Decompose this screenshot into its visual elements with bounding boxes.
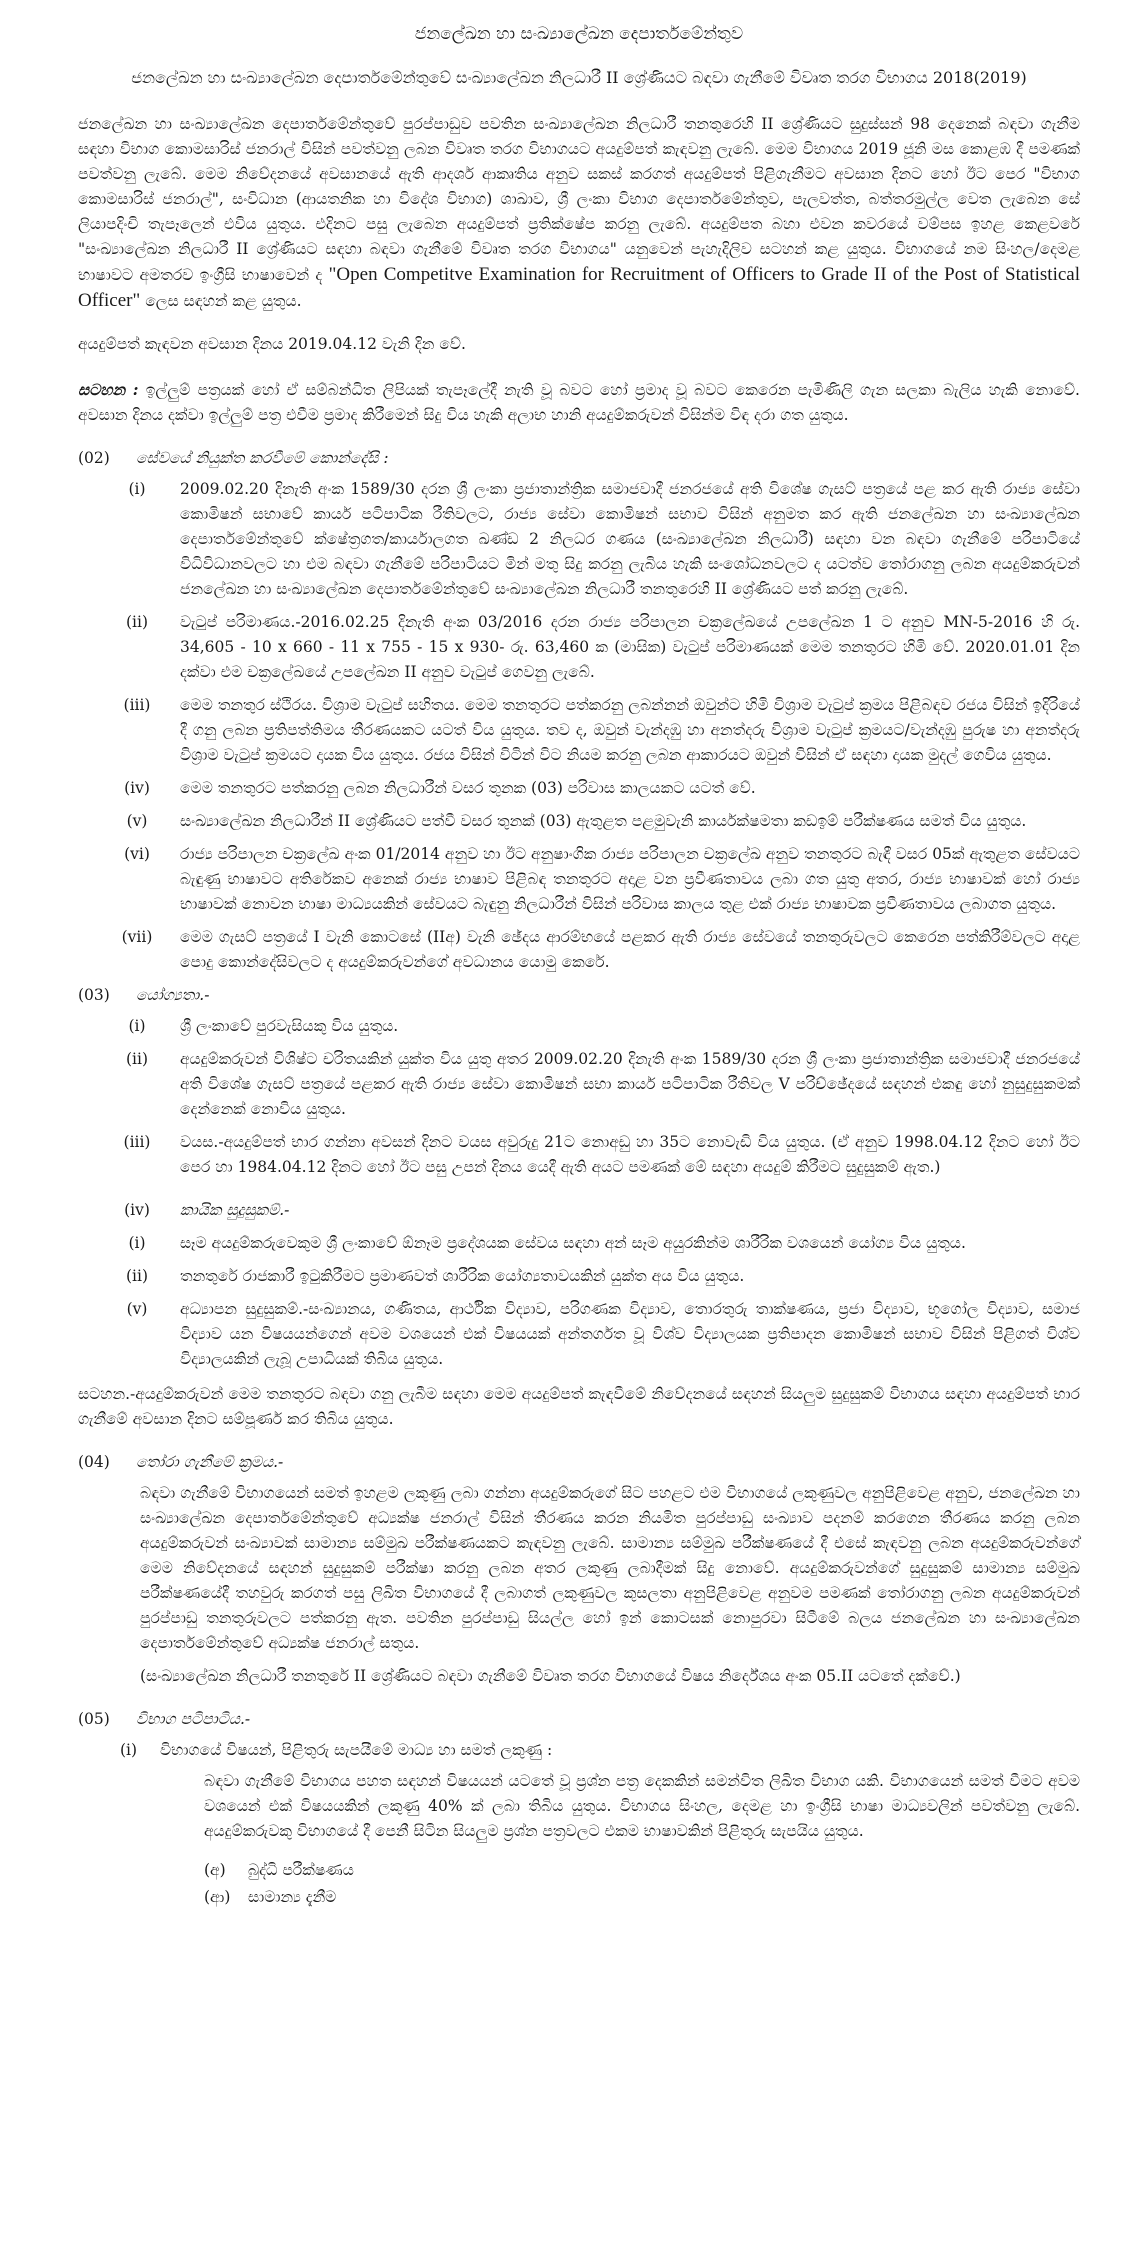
list-item — [78, 1130, 1080, 1180]
item-number: (v) — [126, 1300, 148, 1318]
item-number: (ii) — [125, 1050, 148, 1068]
list-item — [78, 1047, 1080, 1122]
item-number: (i) — [128, 1017, 146, 1035]
list-item — [78, 610, 1080, 685]
item-number: (iv) — [124, 779, 150, 797]
exam-title: ජනලේඛන හා සංඛ්‍යාලේඛන දෙපාර්තමේන්තුවේ සංඛ්‍යාලේඛන නිලධාරී II ශ්‍රේණියට බඳවා ගැනීමේ විවෘත තරග විභාගය 2018(2019) — [131, 68, 1027, 87]
subject-item — [204, 1858, 1080, 1883]
item-number: (iv) — [124, 1201, 150, 1219]
section-label: යෝග්‍යතා.- — [136, 986, 210, 1004]
list-item — [78, 1297, 1080, 1372]
item-number: (i) — [128, 1234, 146, 1252]
intro-english-title: "Open Competitve Examination for Recruitment of Officers to Grade II of the Post of Statistical Officer" — [78, 264, 1080, 311]
item-text: ශ්‍රී ලංකාවේ පුරවැසියකු විය යුතුය. — [180, 1017, 399, 1035]
exam-procedure-text: බඳවා ගැනීමේ විභාගය පහත සඳහන් විෂයයන් යටතේ වූ ප්‍රශ්න පත්‍ර දෙකකින් සමන්විත ලිඛිත විභාග යකි. විභාගයෙන් සමත් වීමට අවම වශයෙන් එක් විෂයයකින් ලකුණු 40% ක් ලබා තිබිය යුතුය. විභාගය සිංහල, දෙමළ හා ඉංග්‍රීසි භාෂා මාධ්‍යවලින් පවත්වනු ලැබේ. අයදුම්කරුවකු විභාගයේ දී පෙනී සිටින සියලුම ප්‍රශ්න පත්‍රවලට එකම භාෂාවකින් පිළිතුරු සැපයිය යුතුය. — [204, 1772, 1080, 1840]
item-text: වයස.-අයදුම්පත් භාර ගන්නා අවසන් දිනට වයස අවුරුදු 21ට නොඅඩු හා 35ට නොවැඩි විය යුතුය. (ඒ අනුව 1998.04.12 දිනට හෝ ඊට පෙර හා 1984.04.12 දිනට හෝ ඊට පසු උපන් දිනය යෙදී ඇති අයට පමණක් මේ සඳහා අයදුම් කිරීමට සුදුසුකම් ඇත.) — [180, 1133, 1080, 1176]
item-number: (iii) — [123, 696, 151, 714]
subject-name: බුද්ධි පරීක්ෂණය — [248, 1861, 354, 1879]
list-item — [78, 925, 1080, 975]
closing-date: අයදුම්පත් කැඳවන අවසාන දිනය 2019.04.12 වැනි දින වේ. — [78, 335, 466, 353]
item-text: වැටුප් පරිමාණය.-2016.02.25 දිනැති අංක 03/2016 දරන රාජ්‍ය පරිපාලන චක්‍රලේඛයේ උපලේඛන 1 ට අනුව MN-5-2016 හි රු. 34,605 - 10 x 660 - 11 x 755 - 15 x 930- රු. 63,460 ක (මාසික) වැටුප් පරිමාණයක් මෙම තනතුරට හිමි වේ. 2020.01.01 දින දක්වා එම චක්‍රලේඛයේ උපලේඛන II අනුව වැටුප් ගෙවනු ලැබේ. — [180, 613, 1080, 681]
item-text: තනතුරේ රාජකාරී ඉටුකිරීමට ප්‍රමාණවත් ශාරීරික යෝග්‍යතාවයකින් යුක්ත අය විය යුතුය. — [180, 1267, 745, 1285]
list-item — [78, 1198, 1080, 1223]
item-number: (vii) — [121, 928, 153, 946]
note-paragraph — [78, 377, 1080, 428]
selection-method-text: බඳවා ගැනීමේ විභාගයෙන් සමත් ඉහළම ලකුණු ලබා ගන්නා අයදුම්කරුගේ සිට පහළට එම විභාගයේ ලකුණුවල අනුපිළිවෙළ අනුව, ජනලේඛන හා සංඛ්‍යාලේඛන දෙපාර්තමේන්තුවේ අධ්‍යක්ෂ ජනරාල් විසින් තීරණය කරන නියමිත පුරප්පාඩු සංඛ්‍යාව පදනම් කරගෙන තීරණය කරනු ලබන අයදුම්කරුවන් සංඛ්‍යාවක් සාමාන්‍ය සම්මුඛ පරීක්ෂණයකට කැඳවනු ලැබේ. සාමාන්‍ය සම්මුඛ පරීක්ෂණයේ දී එසේ කැඳවනු ලබන අයදුම්කරුවන්ගේ මෙම නිවේදනයේ සඳහන් සුදුසුකම් පරීක්ෂා කරනු ලබන අතර ලකුණු ලබාදීමක් සිදු නොවේ. අයදුම්කරුවන්ගේ සුදුසුකම් සාමාන්‍ය සම්මුඛ පරීක්ෂණයේදී තහවුරු කරගත් පසු ලිඛිත විභාගයේ දී ලබාගත් ලකුණුවල කුසලතා අනුපිළිවෙළ අනුවම පමණක් තෝරාගනු ලබන අයදුම්කරුවන් පුරප්පාඩු තනතුරුවලට පත්කරනු ඇත. පවතින පුරප්පාඩු සියල්ල හෝ ඉන් කොටසක් නොපුරවා සිටීමේ බලය ජනලේඛන හා සංඛ්‍යාලේඛන දෙපාර්තමේන්තුවේ අධ්‍යක්ෂ ජනරාල් සතුය. — [140, 1484, 1080, 1652]
item-text: රාජ්‍ය පරිපාලන චක්‍රලේඛ අංක 01/2014 අනුව හා ඊට අනුෂාංගික රාජ්‍ය පරිපාලන චක්‍රලේඛ අනුව තනතුරට බැඳී වසර 05ක් ඇතුළත සේවයට බැඳුණු භාෂාවට අතිරේකව අනෙක් රාජ්‍ය භාෂාව පිළිබඳ තනතුරට අදාළ වන ප්‍රවීණතාවය ලබා ගත යුතු අතර, රාජ්‍ය භාෂාවක් හෝ රාජ්‍ය භාෂාවක් නොවන භාෂා මාධ්‍යයකින් සේවයට බැඳුනු නිලධාරීන් විසින් පරිවාස කාලය තුළ එක් රාජ්‍ය භාෂාවක ප්‍රවීණතාවය ලබාගත යුතුය. — [180, 845, 1080, 913]
syllabus-note: (සංඛ්‍යාලේඛන නිලධාරී තනතුරේ II ශ්‍රේණියට බඳවා ගැනීමේ විවෘත තරග විභාගයේ විෂය නිර්දේශය අංක 05.II යටතේ දක්වේ.) — [140, 1667, 961, 1685]
item-text: මෙම ගැසට් පත්‍රයේ I වැනි කොටසේ (IIඅ) වැනි ඡේදය ආරම්භයේ පළකර ඇති රාජ්‍ය සේවයේ තනතුරුවලට කෙරෙන පත්කිරීම්වලට අදාළ පොදු කොන්දේසිවලට ද අයදුම්කරුවන්ගේ අවධානය යොමු කෙරේ. — [180, 928, 1080, 971]
item-text: අයදුම්කරුවන් විශිෂ්ට චරිතයකින් යුක්ත විය යුතු අතර 2009.02.20 දිනැති අංක 1589/30 දරන ශ්‍රී ලංකා ප්‍රජාතාන්ත්‍රික සමාජවාදී ජනරජයේ අති විශේෂ ගැසට් පත්‍රයේ පළකර ඇති රාජ්‍ය සේවා කොමිෂන් සභා කාර්ය පටිපාටික රීතිවල V පරිච්ඡේදයේ සඳහන් එකඳු හෝ නුසුදුසුකමක් දෙන්නෙක් නොවිය යුතුය. — [180, 1050, 1080, 1118]
section-number: (02) — [78, 449, 110, 467]
list-item — [78, 693, 1080, 768]
item-text: මෙම තනතුරට පත්කරනු ලබන නිලධාරීන් වසර තුනක (03) පරිවාස කාලයකට යටත් වේ. — [180, 779, 756, 797]
list-item — [78, 1014, 1080, 1039]
note-text: ඉල්ලුම් පත්‍රයක් හෝ ඒ සම්බන්ධිත ලිපියක් තැපෑලේදී නැති වූ බවට හෝ ප්‍රමාද වූ බවට කෙරෙන පැමිණිලි ගැන සලකා බැලිය හැකි නොවේ. අවසාන දිනය දක්වා ඉල්ලුම් පත්‍ර එවීම ප්‍රමාද කිරීමෙන් සිදු විය හැකි අලාභ හානි අයදුම්කරුවන් විසින්ම විඳ දරා ගත යුතුය. — [78, 381, 1080, 424]
section-number: (03) — [78, 986, 110, 1004]
item-text: අධ්‍යාපන සුදුසුකම්.-සංඛ්‍යානය, ගණිතය, ආර්ථික විද්‍යාව, පරිගණක විද්‍යාව, තොරතුරු තාක්ෂණය, ප්‍රජා විද්‍යාව, භූගෝල විද්‍යාව, සමාජ විද්‍යාව යන විෂයයන්ගෙන් අවම වශයෙන් එක් විෂයයක් අන්තර්ගත වූ විශ්ව විද්‍යාලයක ප්‍රතිපාදන කොමිෂන් සභාව විසින් පිළිගත් විශ්ව විද්‍යාලයකින් ලැබූ උපාධියක් තිබිය යුතුය. — [180, 1300, 1080, 1368]
list-item — [78, 1231, 1080, 1256]
list-item — [78, 809, 1080, 834]
item-text: කායික සුදුසුකම්.- — [180, 1201, 290, 1219]
department-title: ජනලේඛන හා සංඛ්‍යාලේඛන දෙපාර්තමේන්තුව — [414, 24, 744, 44]
section-03-heading — [78, 983, 1080, 1008]
list-item — [78, 842, 1080, 917]
subject-number: (ආ) — [204, 1888, 231, 1906]
list-item — [78, 1264, 1080, 1289]
section-03-list — [78, 1014, 1080, 1372]
subject-name: සාමාන්‍ය දැනීම — [248, 1888, 337, 1906]
item-number: (v) — [126, 812, 148, 830]
section-label: විභාග පටිපාටිය.- — [136, 1710, 251, 1728]
section-label: තෝරා ගැනීමේ ක්‍රමය.- — [136, 1453, 284, 1471]
section-05-heading — [78, 1707, 1080, 1732]
list-item — [78, 477, 1080, 602]
exam-subsection-heading — [120, 1738, 1080, 1763]
item-number: (iii) — [123, 1133, 151, 1151]
eligibility-note: සටහන.-අයදුම්කරුවන් මෙම තනතුරට බඳවා ගනු ලැබීම සඳහා මෙම අයදුම්පත් කැඳවීමේ නිවේදනයේ සඳහන් සියලුම සුදුසුකම් විභාගය සඳහා අයදුම්පත් භාර ගැනීමේ අවසාන දිනට සම්පූර්ණ කර තිබිය යුතුය. — [78, 1385, 1080, 1428]
item-text: සංඛ්‍යාලේඛන නිලධාරීන් II ශ්‍රේණියට පත්වී වසර තුනක් (03) ඇතුළත පළමුවැනි කාර්යක්ෂමතා කඩඉම් පරීක්ෂණය සමත් විය යුතුය. — [180, 812, 1027, 830]
section-02-heading — [78, 446, 1080, 471]
item-text: මෙම තනතුර ස්ථිරය. විශ්‍රාම වැටුප් සහිතය. මෙම තනතුරට පත්කරනු ලබන්නන් ඔවුන්ට හිමි විශ්‍රාම වැටුප් ක්‍රමය පිළිබඳව රජය විසින් ඉදිරියේ දී ගනු ලබන ප්‍රතිපත්තිමය තීරණයකට යටත් විය යුතුය. තව ද, ඔවුන් වැන්දඹු හා අනත්දරු විශ්‍රාම වැටුප් ක්‍රමයට/වැන්දඹු පුරුෂ හා අනත්දරු විශ්‍රාම වැටුප් ක්‍රමයට දායක විය යුතුය. රජය විසින් විටින් විට නියම කරනු ලබන ආකාරයට ඔවුන් විසින් ඒ සඳහා දායක මුදල් ගෙවිය යුතුය. — [180, 696, 1080, 764]
item-number: (vi) — [124, 845, 150, 863]
section-02-list — [78, 477, 1080, 975]
subject-item — [204, 1885, 1080, 1910]
intro-tail: ලෙස සඳහන් කළ යුතුය. — [140, 292, 302, 310]
subsection-number: (i) — [120, 1741, 138, 1759]
subsection-label: විභාගයේ විෂයන්, පිළිතුරු සැපයීමේ මාධ්‍ය හා සමත් ලකුණු : — [160, 1741, 553, 1759]
section-number: (04) — [78, 1453, 110, 1471]
section-04-heading — [78, 1450, 1080, 1475]
section-number: (05) — [78, 1710, 110, 1728]
section-label: සේවයේ නියුක්ත කරවීමේ කොන්දේසි : — [136, 449, 389, 467]
intro-sinhala: ජනලේඛන හා සංඛ්‍යාලේඛන දෙපාර්තමේන්තුවේ පුරප්පාඩුව පවතින සංඛ්‍යාලේඛන නිලධාරී තනතුරෙහි II ශ්‍රේණියට සුදුස්සන් 98 දෙනෙක් බඳවා ගැනීම සඳහා විභාග කොමසාරිස් ජනරාල් විසින් පවත්වනු ලබන විවෘත තරග විභාගයට අයදුම්පත් කැඳවනු ලැබේ. මෙම විභාගය 2019 ජූනි මස කොළඹ දී පමණක් පවත්වනු ලැබේ. මෙම නිවේදනයේ අවසානයේ ඇති ආදර්ශ ආකෘතිය අනුව සකස් කරගත් අයදුම්පත් පිළිගැනීමට අවසාන දිනට හෝ ඊට පෙර "විභාග කොමසාරිස් ජනරාල්", සංවිධාන (ආයතනික හා විදේශ විභාග) ශාඛාව, ශ්‍රී ලංකා විභාග දෙපාර්තමේන්තුව, පැලවත්ත, බත්තරමුල්ල වෙත ලැබෙන සේ ලියාපදිංචි තැපෑලෙන් එවිය යුතුය. එදිනට පසු ලැබෙන අයදුම්පත් ප්‍රතික්ෂේප කරනු ලැබේ. අයදුම්පත බහා එවන කවරයේ වම්පස ඉහළ කෙළවරේ "සංඛ්‍යාලේඛන නිලධාරී II ශ්‍රේණියට සඳහා බඳවා ගැනීමේ විවෘත තරග විභාගය" යනුවෙන් පැහැදිලිව සටහන් කළ යුතුය. විභාගයේ නම සිංහල/දෙමළ භාෂාවට අමතරව ඉංග්‍රීසි භාෂාවෙන් ද — [78, 115, 1080, 284]
item-number: (ii) — [125, 1267, 148, 1285]
subject-number: (අ) — [204, 1861, 226, 1879]
item-number: (i) — [128, 480, 146, 498]
item-text: සෑම අයදුම්කරුවෙකුම ශ්‍රී ලංකාවේ ඕනෑම ප්‍රදේශයක සේවය සඳහා අන් සෑම අයුරකින්ම ශාරීරික වශයෙන් යෝග්‍ය විය යුතුය. — [180, 1234, 966, 1252]
note-label: සටහන : — [78, 380, 139, 399]
item-text: 2009.02.20 දිනැති අංක 1589/30 දරන ශ්‍රී ලංකා ප්‍රජාතාන්ත්‍රික සමාජවාදී ජනරජයේ අති විශේෂ ගැසට් පත්‍රයේ පළ කර ඇති රාජ්‍ය සේවා කොමිෂන් සභාවේ කාර්ය පටිපාටික රීතිවලට, රාජ්‍ය සේවා කොමිෂන් සභාව විසින් අනුමත කර ඇති ජනලේඛන හා සංඛ්‍යාලේඛන දෙපාර්තමේන්තුවේ ක්ෂේත්‍රගත/කාර්යාලගත ඛණ්ඩ 2 නිලධර ගණය (සංඛ්‍යාලේඛන නිලධාරී) සඳහා වන බඳවා ගැනීමේ පරිපාටියේ විධිවිධානවලට හා එම බඳවා ගැනීමේ පරිපාටියට මින් මතු සිදු කරනු ලැබිය හැකි සංශෝධනවලට ද යටත්ව තෝරාගනු ලබන අයදුම්කරුවන් ජනලේඛන හා සංඛ්‍යාලේඛන දෙපාර්තමේන්තුවේ සංඛ්‍යාලේඛන නිලධාරී තනතුරෙහි II ශ්‍රේණියට පත් කරනු ලැබේ. — [180, 480, 1080, 598]
list-item — [78, 776, 1080, 801]
item-number: (ii) — [125, 613, 148, 631]
intro-paragraph — [78, 112, 1080, 314]
